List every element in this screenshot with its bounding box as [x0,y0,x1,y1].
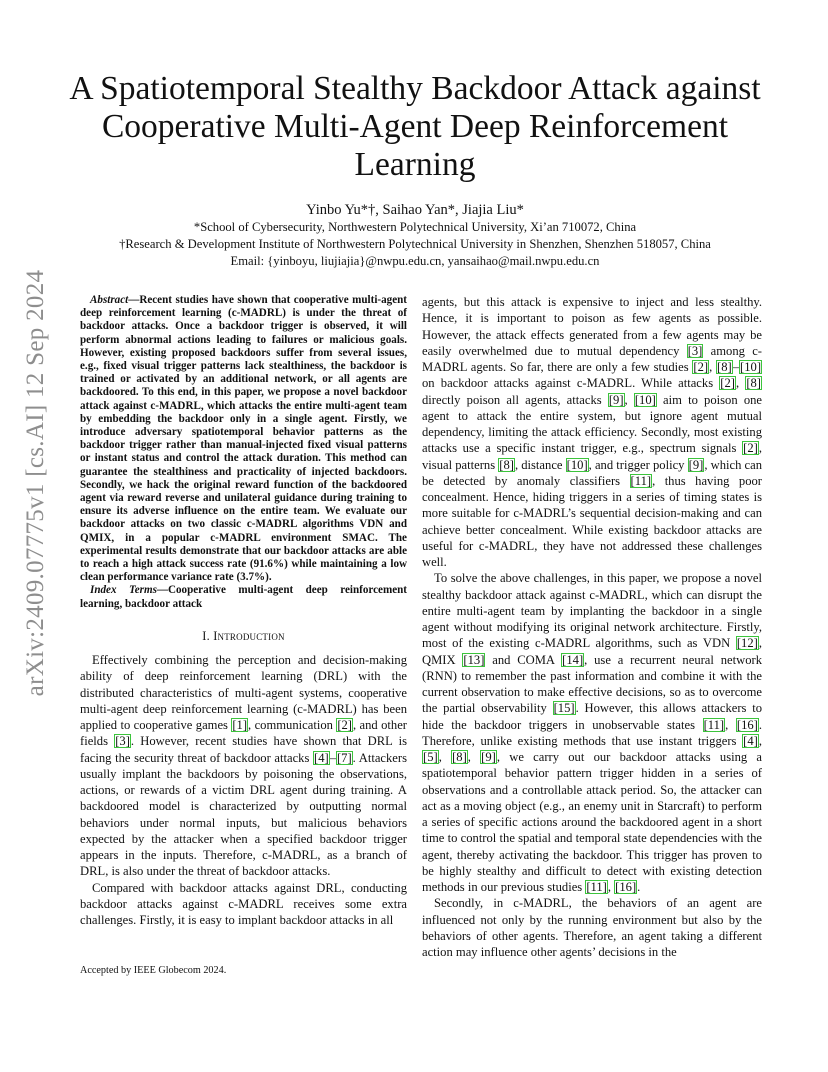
paragraph-text: . Attackers usually implant the backdoors by poisoning the observations, actions, or rewards of a victim DRL agent during training. A backdoored model is characterized by outputting normal behaviors under normal inputs, but malicious behaviors expected by the attacker when a specified backdoor trigger appears in the inputs. Therefore, c-MADRL, as a branch of DRL, is also under the threat of backdoor attacks. [80,750,407,879]
section-title: Introduction [213,628,285,643]
citation-link[interactable]: [2] [743,441,758,456]
paragraph-text: , [467,750,481,764]
citation-link[interactable]: [8] [746,376,761,391]
citation-link[interactable]: [14] [562,652,584,667]
citation-link[interactable]: [2] [337,718,352,733]
citation-link[interactable]: [11] [630,473,652,488]
citation-link[interactable]: [1] [232,718,248,733]
contact-email: Email: {yinboyu, liujiajia}@nwpu.edu.cn, yansaihao@mail.nwpu.edu.cn [230,254,600,268]
citation-link[interactable]: [8] [452,750,467,764]
right-body [422,294,762,960]
right-column [422,294,762,960]
paragraph-text: , distance [514,457,566,472]
affiliation-school: *School of Cybersecurity, Northwestern Polytechnical University, Xi’an 710072, China [193,220,637,234]
abstract-text: —Recent studies have shown that cooperative multi-agent deep reinforcement learning (c-MADRL) is under the threat of backdoor attacks. Once a backdoor trigger is observed, it will perform abnormal actions leading to failures or malicious goals. However, existing proposed backdoors suffer from several issues, e.g., fixed visual trigger patterns lack stealthiness, the backdoor is trained or activated by an additional network, or all agents are backdoored. To this end, in this paper, we propose a novel backdoor attack against c-MADRL, which attacks the entire multi-agent team by embedding the backdoor only in a single agent. Firstly, we introduce adversary spatiotemporal behavior patterns as the backdoor trigger rather than manual-injected fixed visual patterns or instant status and control the attack duration. This method can guarantee the stealthiness and practicality of injected backdoors. Secondly, we hack the original reward function of the backdoored agent via reward reverse and unilateral guidance during training to ensure its adverse influence on the entire team. We evaluate our backdoor attacks on two classic c-MADRL algorithms VDN and QMIX, in a popular c-MADRL environment SMAC. The experimental results demonstrate that our backdoor attacks are able to reach a high attack success rate (91.6%) while maintaining a low clean performance variance rate (3.7%). [80,294,407,584]
paragraph-text: , and trigger policy [588,457,688,472]
title-line-1: A Spatiotemporal Stealthy Backdoor Attack against [69,70,761,107]
author-list: Yinbo Yu*†, Saihao Yan*, Jiajia Liu* [306,202,524,218]
body-paragraph [80,652,407,880]
section-number: I. [202,628,210,643]
paragraph-text: Effectively combining the perception and decision-making ability of deep reinforcement learning (DRL) with the distributed characteristics of multi-agent systems, cooperative multi-agent deep reinforcement learning (c-MADRL) has been applied to cooperative games [80,653,407,733]
paragraph-text: and COMA [485,652,562,667]
section-heading [80,628,407,644]
citation-link[interactable]: [15] [553,701,575,716]
citation-link[interactable]: [16] [615,880,637,894]
body-paragraph [422,570,762,895]
citation-link[interactable]: [9] [688,457,704,472]
arxiv-identifier: arXiv:2409.07775v1 [cs.AI] 12 Sep 2024 [22,269,49,697]
paragraph-text: To solve the above challenges, in this paper, we propose a novel stealthy backdoor attack against c-MADRL, which can disrupt the entire multi-agent team by implanting the backdoor in a single agent without modifying its original network architecture. Firstly, most of the existing c-MADRL algorithms, such as VDN [422,571,762,651]
acceptance-footnote: Accepted by IEEE Globecom 2024. [80,965,227,976]
body-paragraph [80,880,407,929]
paragraph-text: . [637,880,641,894]
paragraph-text: , which can be detected by anomaly classifiers [422,457,763,488]
paragraph-text: , [735,376,746,391]
paragraph-text: , we carry out our backdoor attacks using a spatiotemporal behavior pattern trigger hidden in a series of observations and a controllable attack period. So, the attacker can act as a moving object (e.g., an enemy unit in Starcraft) to perform a series of specific actions around the backdoored agent in a short time to control the spatial and temporal state dependencies with the agent, thereby activating the backdoor. This trigger has proven to be highly stealthy and difficult to detect with existing detection methods in our previous studies [422,750,763,894]
index-terms-text: —Cooperative multi-agent deep reinforcement learning, backdoor attack [80,584,407,610]
paragraph-text: . However, this allows attackers to hide the backdoor triggers in unobservable states [422,701,762,732]
paragraph-text: , use a recurrent neural network (RNN) to remember the past information and combine it with the current observation to make effective decisions, so as to overcome the partial observability [422,652,762,716]
paragraph-text: . Therefore, unlike existing methods that use instant triggers [422,717,763,748]
citation-link[interactable]: [3] [687,343,703,358]
paragraph-text: Compared with backdoor attacks against DRL, conducting backdoor attacks against c-MADRL receives some extra challenges. Firstly, it is easy to implant backdoor attacks in all [80,880,407,928]
citation-link[interactable]: [12] [736,636,758,651]
citation-link[interactable]: [8] [717,360,732,374]
index-terms [80,584,407,610]
citation-link[interactable]: [4] [314,750,329,765]
paragraph-text: aim to poison one agent to attack the entire system, but ignore agent mutual dependency, limiting the attack efficiency. Secondly, most existing attacks use a specific instant trigger, e.g., spectrum signals [422,392,762,456]
paragraph-text: Secondly, in c-MADRL, the behaviors of an agent are influenced not only by the running environment but also by the behaviors of other agents. Therefore, an agent taking a different action may influence other agents’ decisions in the [422,896,762,959]
paper-title [60,70,770,184]
abstract [80,294,407,584]
citation-link[interactable]: [10] [634,392,656,407]
paragraph-text: , [725,717,736,732]
citation-link[interactable]: [16] [736,717,758,732]
paragraph-text: – [329,750,336,765]
citation-link[interactable]: [2] [720,376,735,391]
paragraph-text: , [624,392,634,407]
citation-link[interactable]: [2] [693,360,709,374]
citation-link[interactable]: [8] [499,457,514,472]
citation-link[interactable]: [4] [743,733,758,748]
paragraph-text: – [732,360,740,374]
paragraph-text: agents, but this attack is expensive to inject and less stealthy. Hence, it is important to poison as few agents as possible. However, the attack effects generated from a few agents may be easily overwhelmed due to mutual dependency [422,295,762,358]
paragraph-text: , [758,733,762,748]
citation-link[interactable]: [9] [608,392,624,407]
citation-link[interactable]: [7] [336,750,352,765]
title-line-2: Cooperative Multi-Agent Deep Reinforcement [101,108,729,145]
left-body [80,652,407,928]
paragraph-text: , [709,360,717,374]
body-paragraph [422,294,762,570]
citation-link[interactable]: [5] [423,750,438,764]
citation-link[interactable]: [13] [463,652,485,667]
affiliation-institute: †Research & Development Institute of Northwestern Polytechnical University in Shenzhen, Shenzhen 518057, China [119,237,711,251]
paragraph-text: , [607,880,615,894]
paragraph-text: directly poison all agents, attacks [422,392,608,407]
paragraph-text: on backdoor attacks against c-MADRL. While attacks [422,376,720,391]
paragraph-text: , QMIX [422,636,762,667]
citation-link[interactable]: [10] [740,360,762,374]
left-column [80,294,407,928]
paragraph-text: among c-MADRL agents. So far, there are only a few studies [422,343,762,374]
index-terms-label: Index Terms [90,584,157,597]
paragraph-text: , and other fields [80,718,407,749]
citation-link[interactable]: [11] [703,717,725,732]
citation-link[interactable]: [9] [481,750,496,764]
paragraph-text: . However, recent studies have shown that DRL is facing the security threat of backdoor attacks [80,734,407,765]
paragraph-text: , communication [248,718,337,733]
arxiv-sidebar [22,269,49,697]
paragraph-text: , visual patterns [422,441,762,472]
title-line-3: Learning [354,146,476,183]
citation-link[interactable]: [3] [115,734,130,749]
citation-link[interactable]: [11] [586,880,607,894]
abstract-label: Abstract [90,294,129,306]
body-paragraph [422,895,762,960]
paragraph-text: , [438,750,452,764]
paragraph-text: , thus having poor concealment. Hence, hiding triggers in a series of timing states is more suitable for c-MADRL’s sequential decision-making and can achieve better concealment. While existing backdoor attacks are useful for c-MADRL, they have not addressed these challenges well. [422,473,762,569]
citation-link[interactable]: [10] [566,457,588,472]
